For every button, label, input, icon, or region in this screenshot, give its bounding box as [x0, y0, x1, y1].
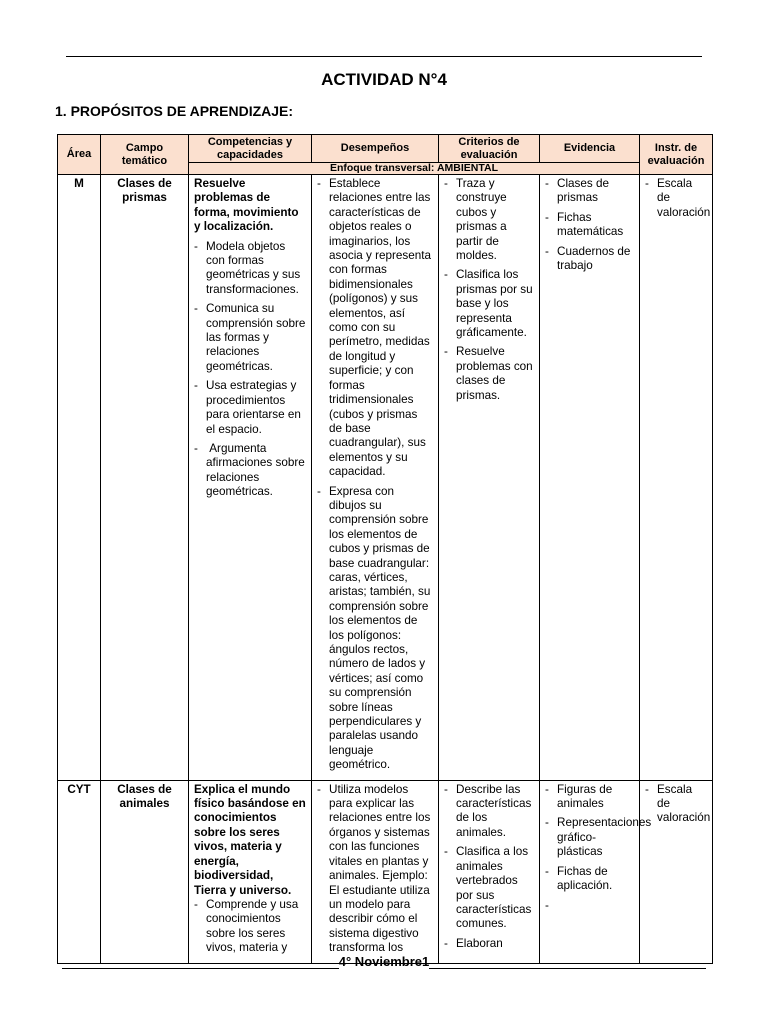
criterios-list — [444, 783, 534, 951]
list-item: - Clasifica a los animales vertebrados por sus características comunes. — [444, 845, 534, 931]
instrumento-cell — [640, 175, 713, 781]
capacidades-list — [194, 240, 306, 500]
header-campo: Campo temático — [101, 135, 189, 175]
evidencia-list — [545, 177, 634, 273]
list-item: - Modela objetos con formas geométricas y sus transformaciones. — [194, 240, 306, 298]
list-item: - Clasifica los prismas por su base y los representa gráficamente. — [444, 268, 534, 340]
evidencia-cell — [540, 175, 640, 781]
list-item: - Traza y construye cubos y prismas a partir de moldes. — [444, 177, 534, 263]
header-row — [58, 135, 713, 163]
desempenos-list — [317, 783, 433, 956]
list-item: - Expresa con dibujos su comprensión sobre los elementos de cubos y prismas de base cuadrangular: caras, vértices, aristas; también, su comprensión sobre los elementos de los polígonos: ángulos rectos, número de lados y vértices; así como su comprensión sobre líneas perpendiculares y paralelas usando lenguaje geométrico. — [317, 485, 433, 773]
list-item: - Cuadernos de trabajo — [545, 245, 634, 274]
criterios-list — [444, 177, 534, 403]
list-item: - Elaboran — [444, 937, 534, 951]
header-area: Área — [58, 135, 101, 175]
list-item: - Establece relaciones entre las características de objetos reales o imaginarios, los asocia y representa con formas bidimensionales (polígonos) y sus elementos, así como con su perímetro, medidas de longitud y superficie; y con formas tridimensionales (cubos y prismas de base cuadrangular), sus elementos y su capacidad. — [317, 177, 433, 480]
list-item: - Figuras de animales — [545, 783, 634, 812]
list-item: - Escala de valoración — [645, 783, 707, 826]
page-footer — [62, 954, 706, 969]
header-competencias: Competencias y capacidades — [189, 135, 312, 163]
footer-rule-left — [62, 956, 339, 969]
header-desempenos: Desempeños — [312, 135, 439, 163]
header-evidencia: Evidencia — [540, 135, 640, 163]
list-item: - Argumenta afirmaciones sobre relaciones geométricas. — [194, 442, 306, 500]
list-item: - Representaciones gráfico-plásticas — [545, 816, 634, 859]
desempenos-cell — [312, 175, 439, 781]
list-item: - Clases de prismas — [545, 177, 634, 206]
page-title: ACTIVIDAD N°4 — [321, 70, 447, 89]
list-item: - Describe las características de los animales. — [444, 783, 534, 841]
desempenos-cell — [312, 780, 439, 963]
header-criterios: Criterios de evaluación — [439, 135, 540, 163]
list-item — [545, 899, 634, 913]
table-row — [58, 780, 713, 963]
competencias-cell — [189, 175, 312, 781]
instrumento-cell — [640, 780, 713, 963]
evidencia-cell — [540, 780, 652, 963]
section-heading: 1. PROPÓSITOS DE APRENDIZAJE: — [55, 103, 294, 119]
list-item: - Escala de valoración — [645, 177, 707, 220]
footer-rule-right — [429, 956, 706, 969]
criterios-cell — [439, 175, 540, 781]
campo-cell: Clases de prismas — [101, 175, 189, 781]
instrumento-list — [645, 177, 711, 220]
competencia-title: Resuelve problemas de forma, movimiento y localización. — [194, 177, 299, 234]
list-item: - Fichas matemáticas — [545, 211, 634, 240]
list-item: - Comprende y usa conocimientos sobre los seres vivos, materia y — [194, 898, 306, 956]
evidencia-list — [545, 782, 652, 913]
criterios-cell — [439, 780, 540, 963]
footer-text: 4° Noviembre1 — [338, 954, 430, 969]
competencia-title: Explica el mundo físico basándose en conocimientos sobre los seres vivos, materia y energía, biodiversidad, Tierra y universo. — [194, 782, 306, 897]
learning-purposes-table — [57, 134, 713, 964]
capacidades-list — [194, 898, 306, 956]
table-row — [58, 175, 713, 781]
list-item: - Comunica su comprensión sobre las formas y relaciones geométricas. — [194, 302, 306, 374]
desempenos-list — [317, 177, 433, 773]
campo-cell: Clases de animales — [101, 780, 189, 963]
area-cell: M — [58, 175, 101, 781]
list-item: - Fichas de aplicación. — [545, 865, 634, 894]
competencias-cell — [189, 780, 312, 963]
instrumento-list — [645, 782, 711, 826]
enfoque-transversal: Enfoque transversal: AMBIENTAL — [189, 163, 640, 175]
top-rule — [66, 56, 702, 57]
header-instrumento: Instr. de evaluación — [640, 135, 713, 175]
area-cell: CYT — [58, 780, 101, 963]
list-item: - Usa estrategias y procedimientos para orientarse en el espacio. — [194, 379, 306, 437]
list-item: - Utiliza modelos para explicar las relaciones entre los órganos y sistemas con las funciones vitales en plantas y animales. Ejemplo: El estudiante utiliza un modelo para describir cómo el sistema digestivo transforma los — [317, 783, 433, 956]
list-item: - Resuelve problemas con clases de prismas. — [444, 345, 534, 403]
